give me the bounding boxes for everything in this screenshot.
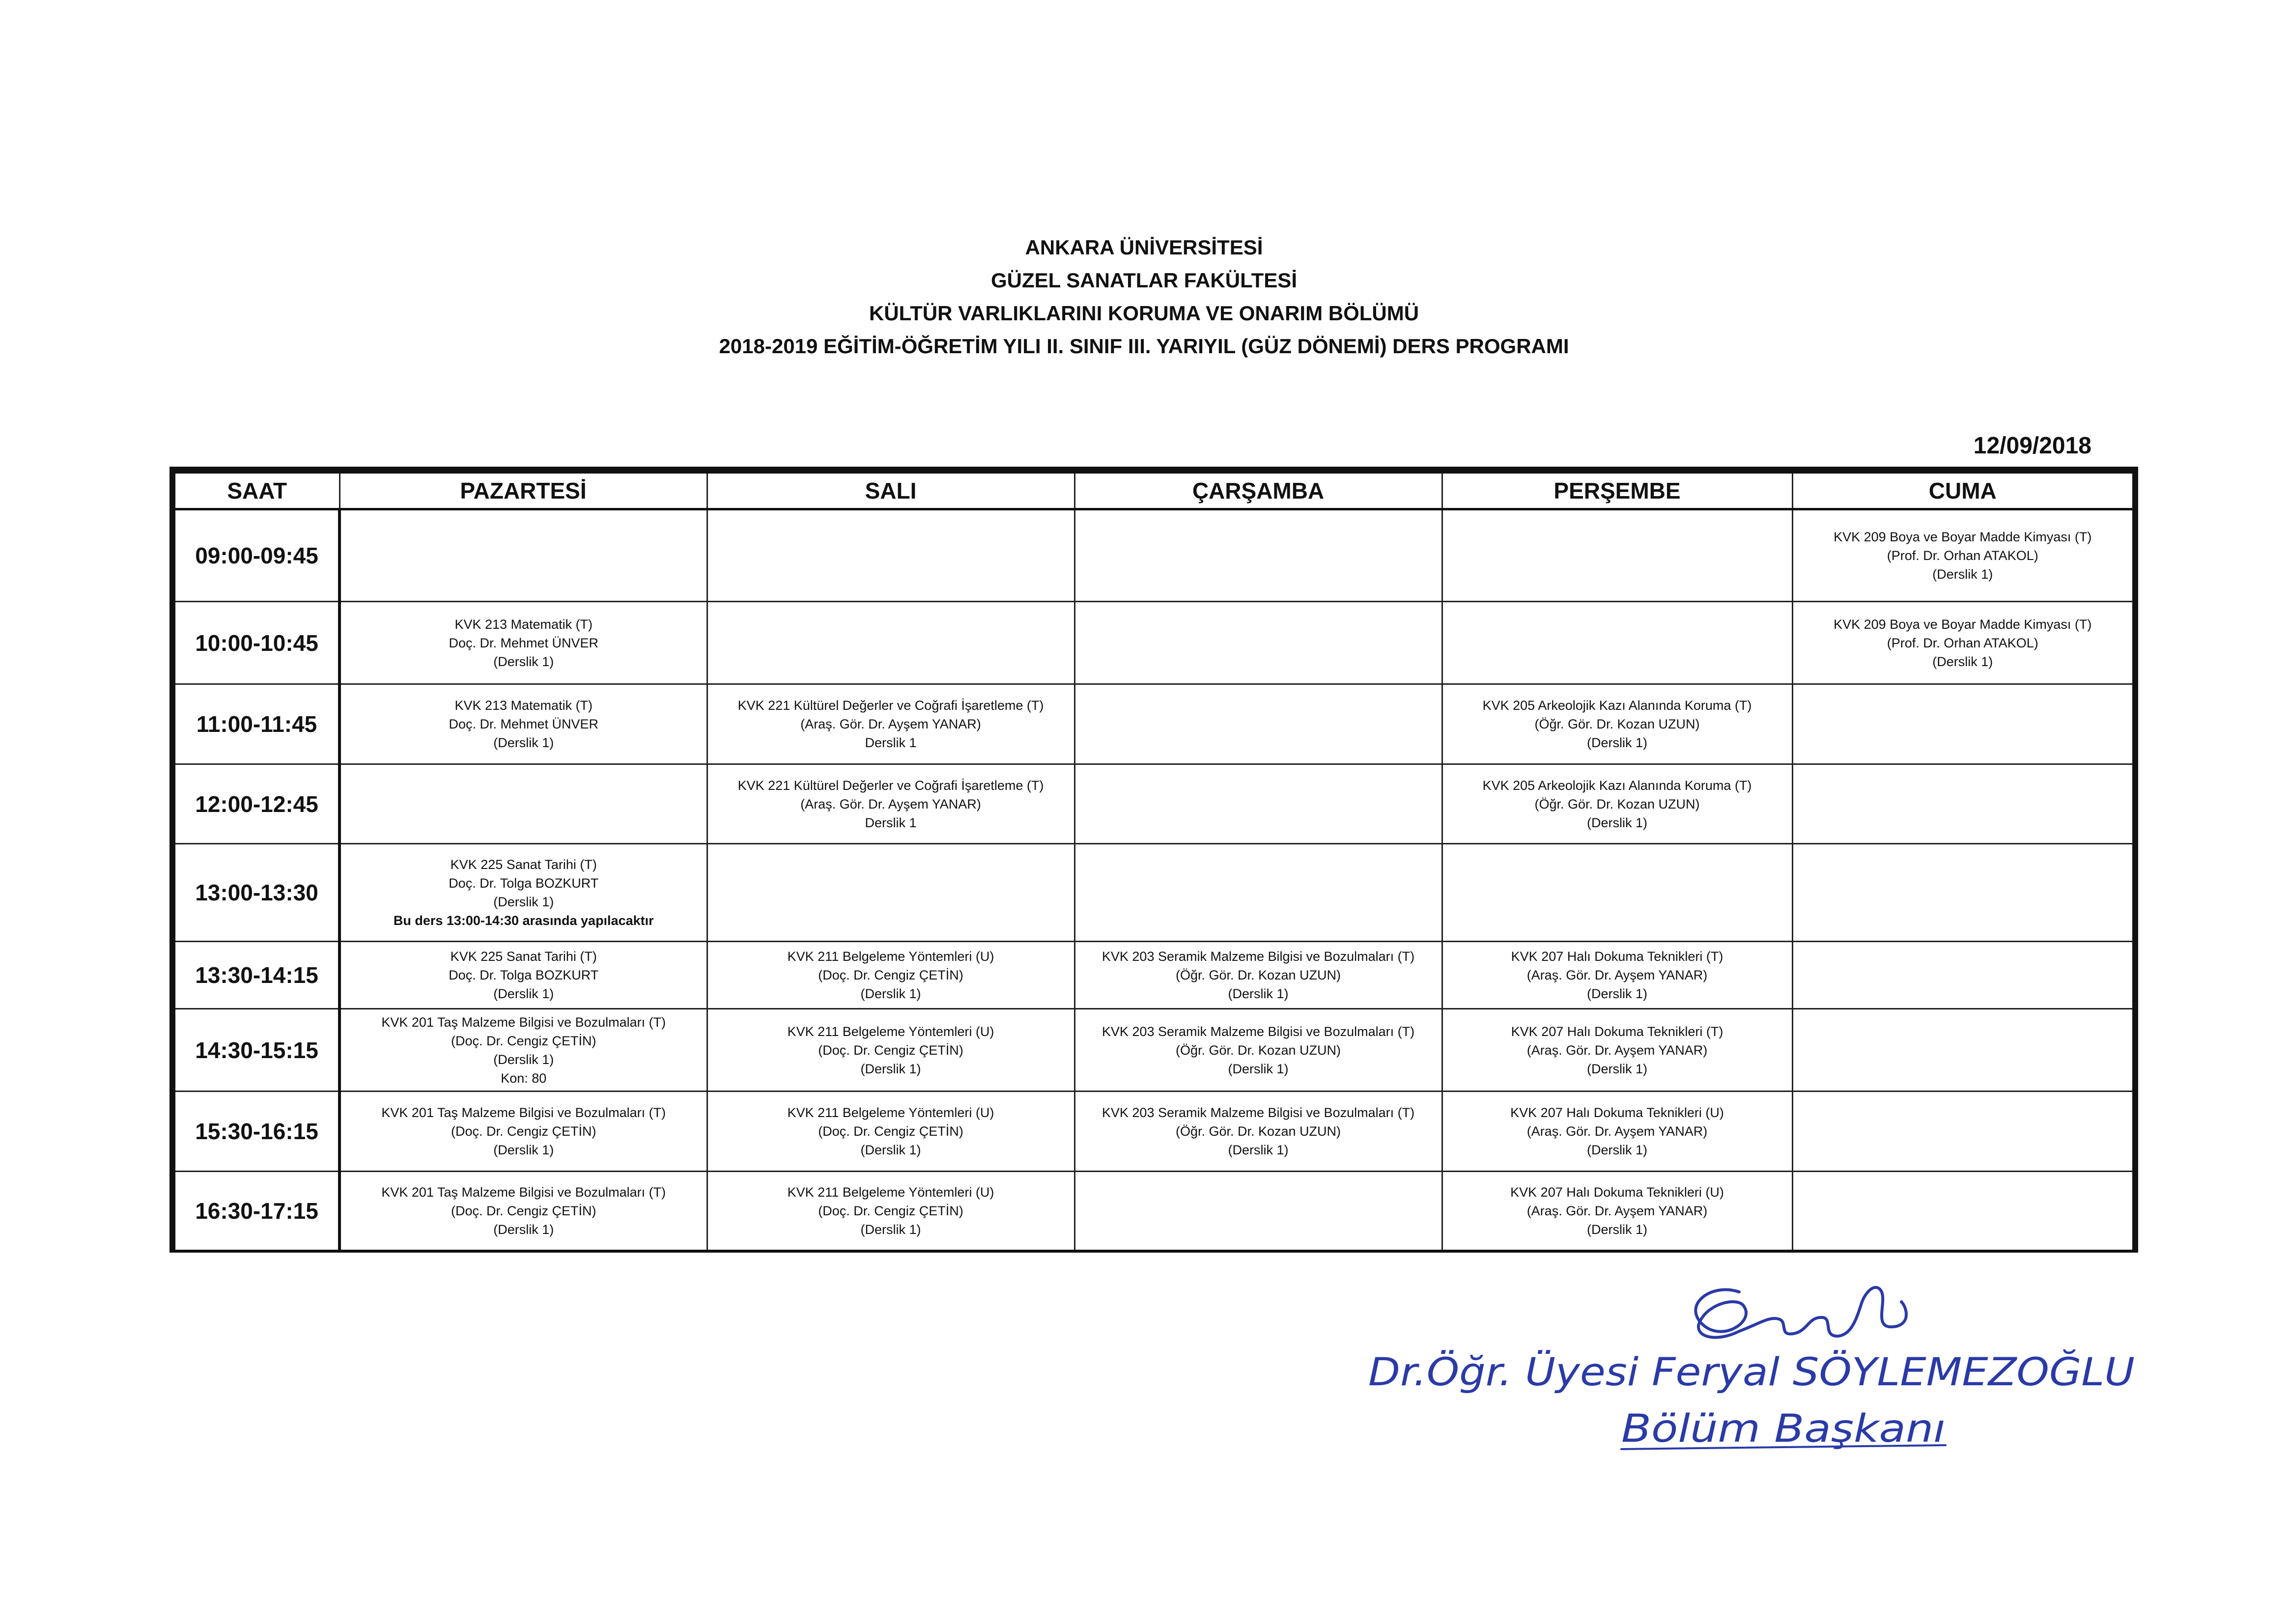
time-slot: 11:00-11:45	[172, 684, 339, 764]
course-line: (Derslik 1)	[860, 1061, 921, 1076]
course-line: (Derslik 1)	[1586, 735, 1647, 750]
cell-sali	[707, 509, 1074, 602]
schedule-table	[169, 467, 2138, 1253]
course-note: Bu ders 13:00-14:30 arasında yapılacaktır	[393, 913, 654, 928]
course-line: (Doç. Dr. Cengiz ÇETİN)	[818, 967, 963, 982]
cell-pazartesi	[339, 602, 707, 684]
course-line: Kon: 80	[501, 1070, 547, 1086]
cell-sali	[707, 764, 1074, 844]
course-line: KVK 211 Belgeleme Yöntemleri (U)	[787, 949, 994, 964]
course-line: KVK 203 Seramik Malzeme Bilgisi ve Bozulmaları (T)	[1102, 949, 1415, 964]
table-row	[172, 509, 2135, 602]
cell-sali	[707, 844, 1074, 941]
time-slot: 16:30-17:15	[172, 1171, 339, 1251]
cell-persembe	[1442, 941, 1792, 1008]
table-row	[172, 684, 2135, 764]
course-line: (Derslik 1)	[860, 1142, 921, 1157]
time-slot: 13:30-14:15	[172, 941, 339, 1008]
time-slot: 14:30-15:15	[172, 1009, 339, 1092]
course-line: KVK 207 Halı Dokuma Teknikleri (U)	[1510, 1105, 1724, 1120]
cell-carsamba	[1074, 1009, 1442, 1092]
course-line: (Öğr. Gör. Dr. Kozan UZUN)	[1175, 1123, 1341, 1139]
table-row	[172, 844, 2135, 941]
cell-carsamba	[1074, 941, 1442, 1008]
time-slot: 15:30-16:15	[172, 1091, 339, 1171]
cell-persembe	[1442, 684, 1792, 764]
course-line: (Doç. Dr. Cengiz ÇETİN)	[818, 1203, 963, 1218]
course-line: (Araş. Gör. Dr. Ayşem YANAR)	[1526, 967, 1708, 982]
cell-cuma	[1792, 1009, 2135, 1092]
course-line: (Doç. Dr. Cengiz ÇETİN)	[818, 1123, 963, 1139]
cell-cuma	[1792, 1171, 2135, 1251]
course-line: (Öğr. Gör. Dr. Kozan UZUN)	[1175, 967, 1341, 982]
cell-persembe	[1442, 1009, 1792, 1092]
cell-sali	[707, 1091, 1074, 1171]
cell-persembe	[1442, 764, 1792, 844]
cell-persembe	[1442, 844, 1792, 941]
schedule-body	[172, 509, 2135, 1252]
column-header-sali: SALI	[707, 470, 1074, 509]
document-date: 12/09/2018	[1973, 433, 2091, 459]
course-line: (Derslik 1)	[1586, 1142, 1647, 1157]
course-line: Doç. Dr. Tolga BOZKURT	[449, 967, 599, 982]
course-line: (Derslik 1)	[493, 1142, 554, 1157]
table-row	[172, 602, 2135, 684]
course-line: KVK 201 Taş Malzeme Bilgisi ve Bozulmaları (T)	[381, 1105, 666, 1120]
signature-drawing	[1366, 1262, 2152, 1469]
course-line: Derslik 1	[865, 735, 917, 750]
time-slot: 12:00-12:45	[172, 764, 339, 844]
course-line: Doç. Dr. Tolga BOZKURT	[449, 876, 599, 891]
cell-sali	[707, 941, 1074, 1008]
course-line: (Araş. Gör. Dr. Ayşem YANAR)	[800, 716, 981, 731]
cell-pazartesi	[339, 764, 707, 844]
cell-pazartesi	[339, 1091, 707, 1171]
cell-carsamba	[1074, 509, 1442, 602]
cell-persembe	[1442, 509, 1792, 602]
cell-cuma	[1792, 844, 2135, 941]
column-header-pazartesi: PAZARTESİ	[339, 470, 707, 509]
cell-persembe	[1442, 602, 1792, 684]
cell-carsamba	[1074, 602, 1442, 684]
course-line: KVK 209 Boya ve Boyar Madde Kimyası (T)	[1834, 530, 2092, 545]
course-line: (Araş. Gör. Dr. Ayşem YANAR)	[1526, 1203, 1708, 1218]
cell-cuma	[1792, 941, 2135, 1008]
department-name: KÜLTÜR VARLIKLARINI KORUMA VE ONARIM BÖLÜMÜ	[869, 302, 1419, 325]
course-line: (Derslik 1)	[493, 735, 554, 750]
time-slot: 09:00-09:45	[172, 509, 339, 602]
signature-title-line: Bölüm Başkanı	[1621, 1407, 1946, 1451]
document-header	[0, 231, 2288, 363]
cell-carsamba	[1074, 684, 1442, 764]
cell-cuma	[1792, 764, 2135, 844]
cell-cuma	[1792, 684, 2135, 764]
course-line: (Öğr. Gör. Dr. Kozan UZUN)	[1534, 796, 1700, 812]
course-line: (Derslik 1)	[1932, 654, 1993, 669]
column-header-saat: SAAT	[172, 470, 339, 509]
course-line: (Öğr. Gör. Dr. Kozan UZUN)	[1534, 716, 1700, 731]
course-line: (Derslik 1)	[1932, 567, 1993, 582]
course-line: (Derslik 1)	[1228, 1142, 1289, 1157]
course-line: (Doç. Dr. Cengiz ÇETİN)	[451, 1033, 596, 1048]
course-line: (Derslik 1)	[1228, 986, 1289, 1001]
course-line: Doç. Dr. Mehmet ÜNVER	[449, 635, 599, 650]
cell-pazartesi	[339, 1009, 707, 1092]
course-line: (Öğr. Gör. Dr. Kozan UZUN)	[1175, 1042, 1341, 1058]
course-line: KVK 205 Arkeolojik Kazı Alanında Koruma (T)	[1482, 778, 1752, 793]
cell-pazartesi	[339, 509, 707, 602]
cell-sali	[707, 1009, 1074, 1092]
course-line: (Derslik 1)	[860, 986, 921, 1001]
time-slot: 10:00-10:45	[172, 602, 339, 684]
signature	[1366, 1262, 2152, 1469]
course-line: Doç. Dr. Mehmet ÜNVER	[449, 716, 599, 731]
course-line: KVK 213 Matematik (T)	[454, 616, 593, 632]
course-line: (Doç. Dr. Cengiz ÇETİN)	[818, 1042, 963, 1058]
cell-carsamba	[1074, 844, 1442, 941]
course-line: KVK 211 Belgeleme Yöntemleri (U)	[787, 1184, 994, 1200]
course-line: (Derslik 1)	[493, 986, 554, 1001]
cell-carsamba	[1074, 1171, 1442, 1251]
course-line: (Derslik 1)	[1586, 986, 1647, 1001]
cell-persembe	[1442, 1091, 1792, 1171]
cell-cuma	[1792, 509, 2135, 602]
cell-sali	[707, 602, 1074, 684]
course-line: (Prof. Dr. Orhan ATAKOL)	[1887, 635, 2038, 650]
course-line: KVK 207 Halı Dokuma Teknikleri (T)	[1511, 949, 1723, 964]
table-row	[172, 1091, 2135, 1171]
faculty-name: GÜZEL SANATLAR FAKÜLTESİ	[991, 269, 1297, 292]
course-line: (Prof. Dr. Orhan ATAKOL)	[1887, 548, 2038, 563]
course-line: KVK 221 Kültürel Değerler ve Coğrafi İşaretleme (T)	[737, 698, 1044, 713]
course-line: (Doç. Dr. Cengiz ÇETİN)	[451, 1123, 596, 1139]
course-line: KVK 209 Boya ve Boyar Madde Kimyası (T)	[1834, 616, 2092, 632]
signature-name-line: Dr.Öğr. Üyesi Feryal SÖYLEMEZOĞLU	[1368, 1350, 2077, 1395]
course-line: KVK 211 Belgeleme Yöntemleri (U)	[787, 1105, 994, 1120]
cell-pazartesi	[339, 1171, 707, 1251]
course-line: (Derslik 1)	[493, 1222, 554, 1237]
course-line: (Araş. Gör. Dr. Ayşem YANAR)	[1526, 1123, 1708, 1139]
cell-sali	[707, 684, 1074, 764]
course-line: KVK 213 Matematik (T)	[454, 698, 593, 713]
header-row	[172, 470, 2135, 509]
cell-cuma	[1792, 1091, 2135, 1171]
course-line: (Derslik 1)	[493, 654, 554, 669]
cell-pazartesi	[339, 941, 707, 1008]
table-row	[172, 1009, 2135, 1092]
column-header-persembe: PERŞEMBE	[1442, 470, 1792, 509]
column-header-carsamba: ÇARŞAMBA	[1074, 470, 1442, 509]
table-row	[172, 1171, 2135, 1251]
column-header-cuma: CUMA	[1792, 470, 2135, 509]
university-name: ANKARA ÜNİVERSİTESİ	[1025, 236, 1263, 259]
table-row	[172, 764, 2135, 844]
table-row	[172, 941, 2135, 1008]
course-line: (Derslik 1)	[860, 1222, 921, 1237]
course-line: KVK 225 Sanat Tarihi (T)	[450, 857, 597, 872]
cell-persembe	[1442, 1171, 1792, 1251]
course-line: KVK 225 Sanat Tarihi (T)	[450, 949, 597, 964]
course-line: KVK 201 Taş Malzeme Bilgisi ve Bozulmaları (T)	[381, 1184, 666, 1200]
cell-pazartesi	[339, 684, 707, 764]
course-line: (Araş. Gör. Dr. Ayşem YANAR)	[1526, 1042, 1708, 1058]
time-slot: 13:00-13:30	[172, 844, 339, 941]
course-line: KVK 207 Halı Dokuma Teknikleri (U)	[1510, 1184, 1724, 1200]
course-line: KVK 203 Seramik Malzeme Bilgisi ve Bozulmaları (T)	[1102, 1024, 1415, 1039]
program-title: 2018-2019 EĞİTİM-ÖĞRETİM YILI II. SINIF III. YARIYIL (GÜZ DÖNEMİ) DERS PROGRAMI	[719, 335, 1569, 358]
course-line: (Derslik 1)	[1586, 1061, 1647, 1076]
cell-cuma	[1792, 602, 2135, 684]
cell-sali	[707, 1171, 1074, 1251]
course-line: KVK 207 Halı Dokuma Teknikleri (T)	[1511, 1024, 1723, 1039]
cell-pazartesi	[339, 844, 707, 941]
course-line: KVK 203 Seramik Malzeme Bilgisi ve Bozulmaları (T)	[1102, 1105, 1415, 1120]
course-line: (Derslik 1)	[493, 895, 554, 910]
course-line: (Derslik 1)	[1586, 1222, 1647, 1237]
course-line: (Derslik 1)	[493, 1052, 554, 1067]
cell-carsamba	[1074, 1091, 1442, 1171]
course-line: (Derslik 1)	[1228, 1061, 1289, 1076]
course-line: (Araş. Gör. Dr. Ayşem YANAR)	[800, 796, 981, 812]
course-line: KVK 201 Taş Malzeme Bilgisi ve Bozulmaları (T)	[381, 1014, 666, 1030]
course-line: KVK 205 Arkeolojik Kazı Alanında Koruma (T)	[1482, 698, 1752, 713]
course-line: KVK 221 Kültürel Değerler ve Coğrafi İşaretleme (T)	[737, 778, 1044, 793]
cell-carsamba	[1074, 764, 1442, 844]
course-line: (Doç. Dr. Cengiz ÇETİN)	[451, 1203, 596, 1218]
course-line: (Derslik 1)	[1586, 815, 1647, 830]
course-line: KVK 211 Belgeleme Yöntemleri (U)	[787, 1024, 994, 1039]
course-line: Derslik 1	[865, 815, 917, 830]
